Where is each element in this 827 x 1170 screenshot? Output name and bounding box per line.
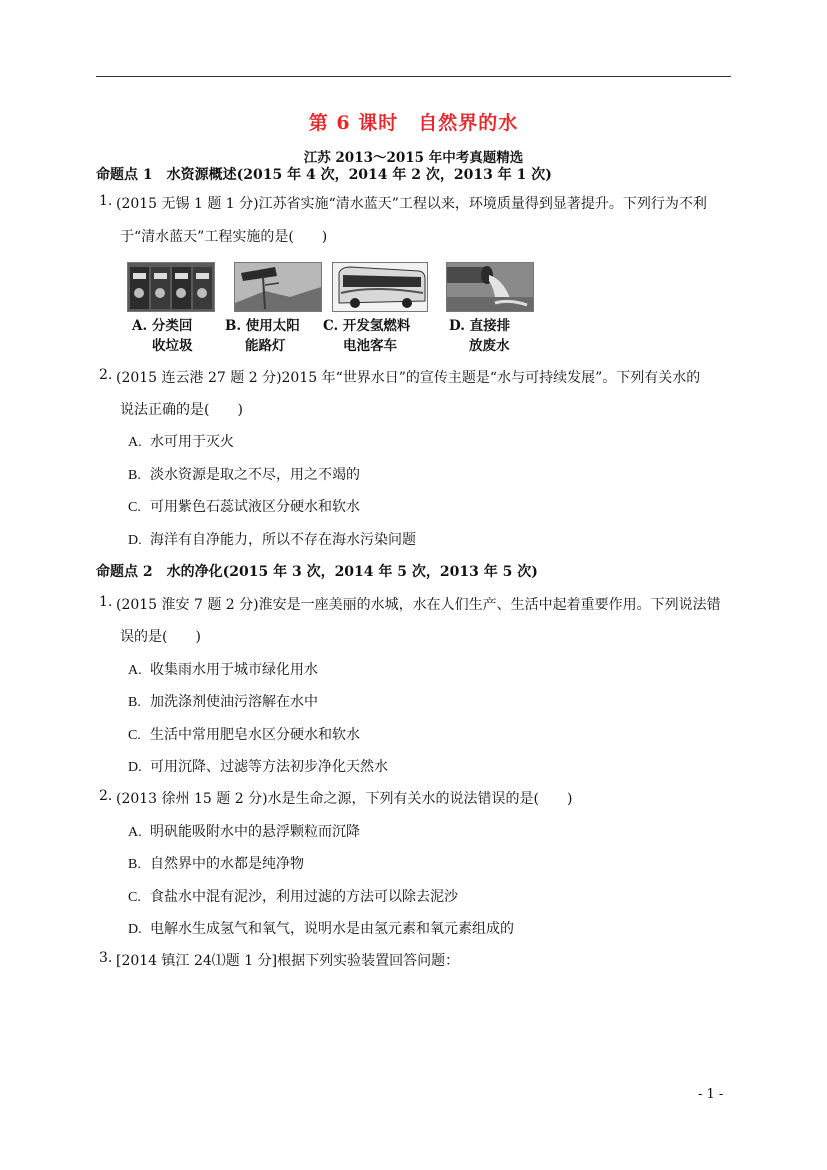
- image-caption-c: C. 开发氢燃料 电池客车: [323, 318, 411, 354]
- image-caption-d: D. 直接排 放废水: [449, 318, 511, 354]
- question-text-cont: 误的是( ): [120, 629, 201, 645]
- option-c: C. 生活中常用肥皂水区分硬水和软水: [128, 727, 360, 743]
- question-number: 2.: [99, 788, 113, 804]
- page-number: - 1 -: [698, 1087, 724, 1102]
- question-number: 3.: [99, 950, 113, 966]
- option-b: B. 加洗涤剂使油污溶解在水中: [128, 694, 318, 710]
- question-number: 1.: [99, 594, 113, 610]
- option-d: D. 可用沉降、过滤等方法初步净化天然水: [128, 759, 388, 775]
- question-text: [2014 镇江 24⑴题 1 分]根据下列实验装置回答问题：: [116, 953, 460, 969]
- question-number: 1.: [99, 193, 113, 209]
- question-text-cont: 说法正确的是( ): [120, 402, 243, 418]
- option-b: B. 淡水资源是取之不尽，用之不竭的: [128, 467, 360, 483]
- waste-water-pipe-photo: [446, 262, 534, 312]
- section-heading-1: 命题点 1 水资源概述(2015 年 4 次，2014 年 2 次，2013 年 1 次): [96, 167, 552, 183]
- option-d: D. 电解水生成氢气和氧气，说明水是由氢元素和氧元素组成的: [128, 921, 514, 937]
- question-text: (2015 淮安 7 题 2 分)淮安是一座美丽的水城，水在人们生产、生活中起着重要作用。下列说法错: [116, 597, 721, 613]
- option-a: A. 明矾能吸附水中的悬浮颗粒而沉降: [128, 824, 360, 840]
- recycling-bins-photo: [127, 262, 215, 312]
- option-d: D. 海洋有自净能力，所以不存在海水污染问题: [128, 532, 416, 548]
- question-text: (2013 徐州 15 题 2 分)水是生命之源，下列有关水的说法错误的是( ): [116, 791, 573, 807]
- option-a: A. 收集雨水用于城市绿化用水: [128, 662, 318, 678]
- image-caption-b: B. 使用太阳 能路灯: [225, 318, 300, 354]
- hydrogen-bus-photo: [332, 262, 428, 312]
- question-number: 2.: [99, 367, 113, 383]
- option-b: B. 自然界中的水都是纯净物: [128, 856, 304, 872]
- option-a: A. 水可用于灭火: [128, 434, 234, 450]
- question-text: (2015 无锡 1 题 1 分)江苏省实施“清水蓝天”工程以来，环境质量得到显著提升。下列行为不利: [116, 196, 707, 212]
- section-heading-2: 命题点 2 水的净化(2015 年 3 次，2014 年 5 次，2013 年 5 次): [96, 564, 538, 580]
- lesson-title: 第 6 课时 自然界的水: [308, 112, 519, 134]
- question-text: (2015 连云港 27 题 2 分)2015 年“世界水日”的宣传主题是“水与可持续发展”。下列有关水的: [116, 370, 701, 386]
- option-c: C. 食盐水中混有泥沙，利用过滤的方法可以除去泥沙: [128, 889, 458, 905]
- lesson-subtitle: 江苏 2013～2015 年中考真题精选: [303, 150, 524, 166]
- header-rule: [96, 76, 731, 77]
- solar-street-lamp-photo: [234, 262, 322, 312]
- image-caption-a: A. 分类回 收垃圾: [132, 318, 193, 354]
- question-text-cont: 于“清水蓝天”工程实施的是( ): [120, 229, 328, 245]
- option-c: C. 可用紫色石蕊试液区分硬水和软水: [128, 499, 360, 515]
